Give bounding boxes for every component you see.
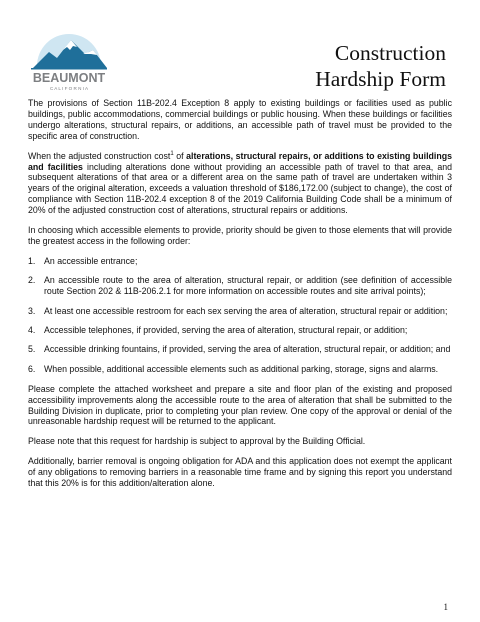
paragraph-priority: In choosing which accessible elements to provide, priority should be given to those elements that will provide the greatest access in the following order: — [28, 225, 452, 246]
list-item-number: 5. — [28, 344, 36, 355]
paragraph-approval: Please note that this request for hardship is subject to approval by the Building Official. — [28, 436, 366, 447]
paragraph-intro: The provisions of Section 11B-202.4 Exception 8 apply to existing buildings or facilities used as public buildings, public accommodations, commercial buildings or public housing. When these buildings or facilities undergo alterations, structural repairs, or additions, an accessible path of travel must be provided to the specific area of construction. — [28, 98, 452, 141]
logo-subtext: C A L I F O R N I A — [49, 86, 89, 91]
threshold-text-end: including alterations done without providing an accessible path of travel to that area, and subsequent alterations of that area or a different area on the same path of travel are undertaken within 3 years of the original alteration, exceeds a valuation threshold of $186,172.00 (subject to change), the cost of compliance with Section 11B-202.4 exception 8 of the 2019 California Building Code shall be a minimum of 20% of the adjusted construction cost of alterations, structural repairs or additions. — [28, 161, 452, 216]
list-item — [28, 275, 452, 297]
list-item — [28, 364, 452, 375]
list-item-text: When possible, additional accessible elements such as additional parking, storage, signs and alarms. — [44, 363, 439, 374]
priority-list — [28, 256, 452, 375]
page-number: 1 — [443, 602, 448, 612]
logo-text: BEAUMONT — [32, 71, 106, 85]
title-line-2: Hardship Form — [315, 67, 446, 91]
paragraph-threshold — [28, 151, 452, 216]
list-item — [28, 325, 452, 336]
list-item-number: 1. — [28, 255, 36, 266]
list-item-number: 4. — [28, 325, 36, 335]
list-item-text: An accessible entrance; — [44, 255, 138, 266]
list-item-number: 6. — [28, 363, 36, 374]
list-item — [28, 344, 452, 355]
document-body — [28, 98, 452, 498]
threshold-text-bold: alterations, structural repairs, or additions to existing buildings and facilities — [28, 150, 452, 172]
list-item-text: At least one accessible restroom for each sex serving the area of alteration, structural repair or addition; — [44, 305, 448, 316]
title-line-1: Construction — [334, 41, 446, 65]
list-item-text: Accessible drinking fountains, if provided, serving the area of alteration, structural repair, or addition; and — [44, 344, 451, 355]
list-item-text: An accessible route to the area of alteration, structural repair, or addition (see definition of accessible route Section 202 & 11B-206.2.1 for more information on accessible routes and site arrival points); — [44, 275, 452, 297]
footnote-marker: 1 — [170, 150, 174, 157]
list-item-number: 3. — [28, 305, 36, 316]
list-item-number: 2. — [28, 275, 36, 286]
beaumont-logo — [27, 28, 111, 92]
mountain-logo-icon — [27, 28, 111, 92]
paragraph-barrier-removal: Additionally, barrier removal is ongoing obligation for ADA and this application does not exempt the applicant of any obligations to removing barriers in a reasonable time frame and by signing this report you understand that this 20% is for this addition/alteration alone. — [28, 456, 452, 489]
paragraph-worksheet: Please complete the attached worksheet and prepare a site and floor plan of the existing and proposed accessibility improvements along the accessible route to the area of alteration that shall be submitted to the Building Division in duplicate, prior to completing your plan review. One copy of the approval or denial of the unreasonable hardship request will be returned to the applicant. — [28, 383, 452, 427]
list-item-text: Accessible telephones, if provided, serving the area of alteration, structural repair, or addition; — [44, 325, 408, 335]
threshold-text-start: When the adjusted construction cost — [28, 150, 171, 161]
threshold-text-of: of — [173, 150, 187, 161]
page-title — [246, 40, 446, 92]
list-item — [28, 306, 452, 317]
list-item — [28, 256, 452, 267]
